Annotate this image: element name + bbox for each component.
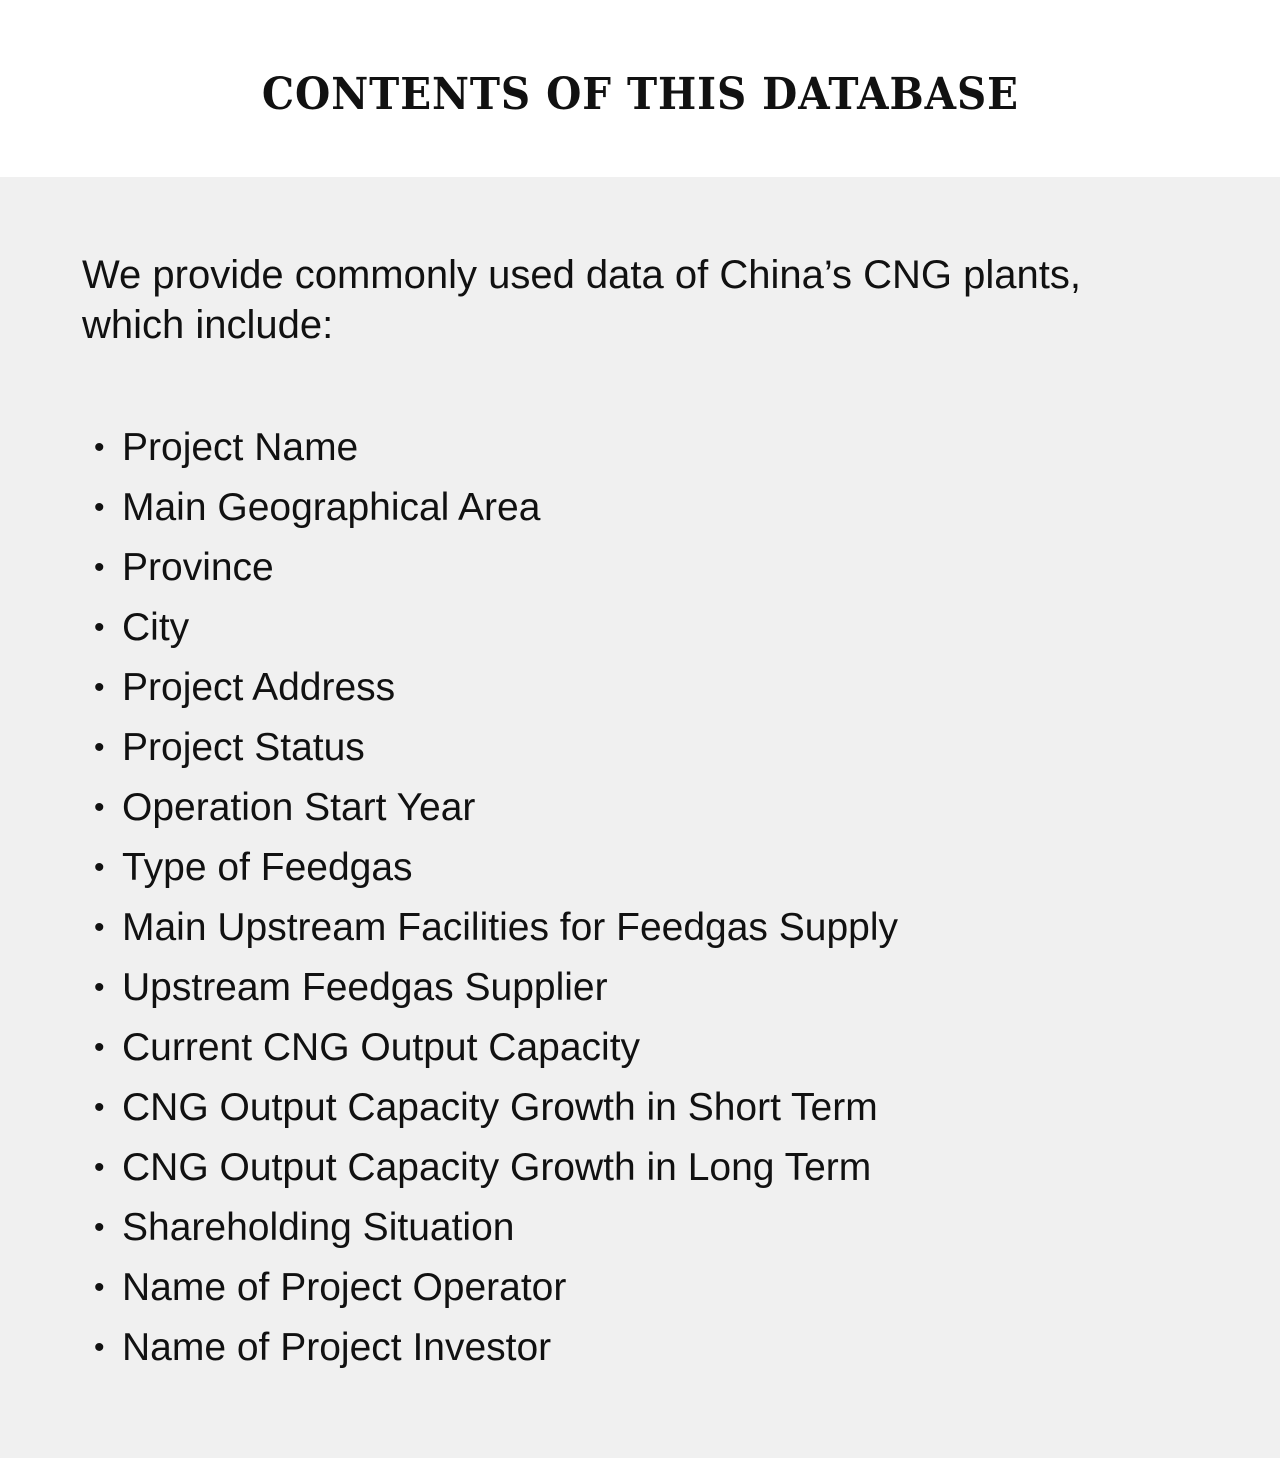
list-item [94,958,1280,1018]
bullet-icon: • [94,551,105,584]
bullet-icon: • [94,1331,105,1364]
list-item [94,838,1280,898]
content-panel [0,177,1280,1458]
list-item-label: Operation Start Year [122,786,476,829]
bullet-icon: • [94,431,105,464]
list-item-label: City [122,606,190,649]
list-item [94,1078,1280,1138]
list-item [94,478,1280,538]
list-item [94,1198,1280,1258]
bullet-icon: • [94,1211,105,1244]
list-item [94,1258,1280,1318]
list-item [94,1138,1280,1198]
bullet-icon: • [94,1151,105,1184]
list-item-label: Name of Project Investor [122,1326,552,1369]
intro-text: We provide commonly used data of China’s CNG plants, which include: [82,253,1082,347]
list-item-label: Type of Feedgas [122,846,413,889]
list-item-label: CNG Output Capacity Growth in Long Term [122,1146,872,1189]
list-item [94,598,1280,658]
bullet-icon: • [94,791,105,824]
list-item-label: Current CNG Output Capacity [122,1026,641,1069]
list-item [94,778,1280,838]
bullet-icon: • [94,1271,105,1304]
list-item [94,718,1280,778]
page-header [0,0,1280,177]
bullet-icon: • [94,1091,105,1124]
field-list [0,418,1280,1378]
list-item [94,1018,1280,1078]
bullet-icon: • [94,971,105,1004]
list-item-label: Project Name [122,426,359,469]
list-item-label: Upstream Feedgas Supplier [122,966,608,1009]
list-item [94,418,1280,478]
list-item-label: Name of Project Operator [122,1266,567,1309]
list-item-label: CNG Output Capacity Growth in Short Term [122,1086,878,1129]
bullet-icon: • [94,611,105,644]
list-item-label: Project Address [122,666,396,709]
bullet-icon: • [94,911,105,944]
bullet-icon: • [94,491,105,524]
bullet-icon: • [94,1031,105,1064]
list-item-label: Shareholding Situation [122,1206,515,1249]
list-item [94,538,1280,598]
page-title: CONTENTS OF THIS DATABASE [261,69,1019,120]
list-item [94,898,1280,958]
bullet-icon: • [94,851,105,884]
list-item-label: Main Geographical Area [122,486,541,529]
list-item-label: Main Upstream Facilities for Feedgas Supply [122,906,898,949]
bullet-icon: • [94,731,105,764]
list-item-label: Project Status [122,726,365,769]
list-item-label: Province [122,546,274,589]
list-item [94,1318,1280,1378]
list-item [94,658,1280,718]
bullet-icon: • [94,671,105,704]
